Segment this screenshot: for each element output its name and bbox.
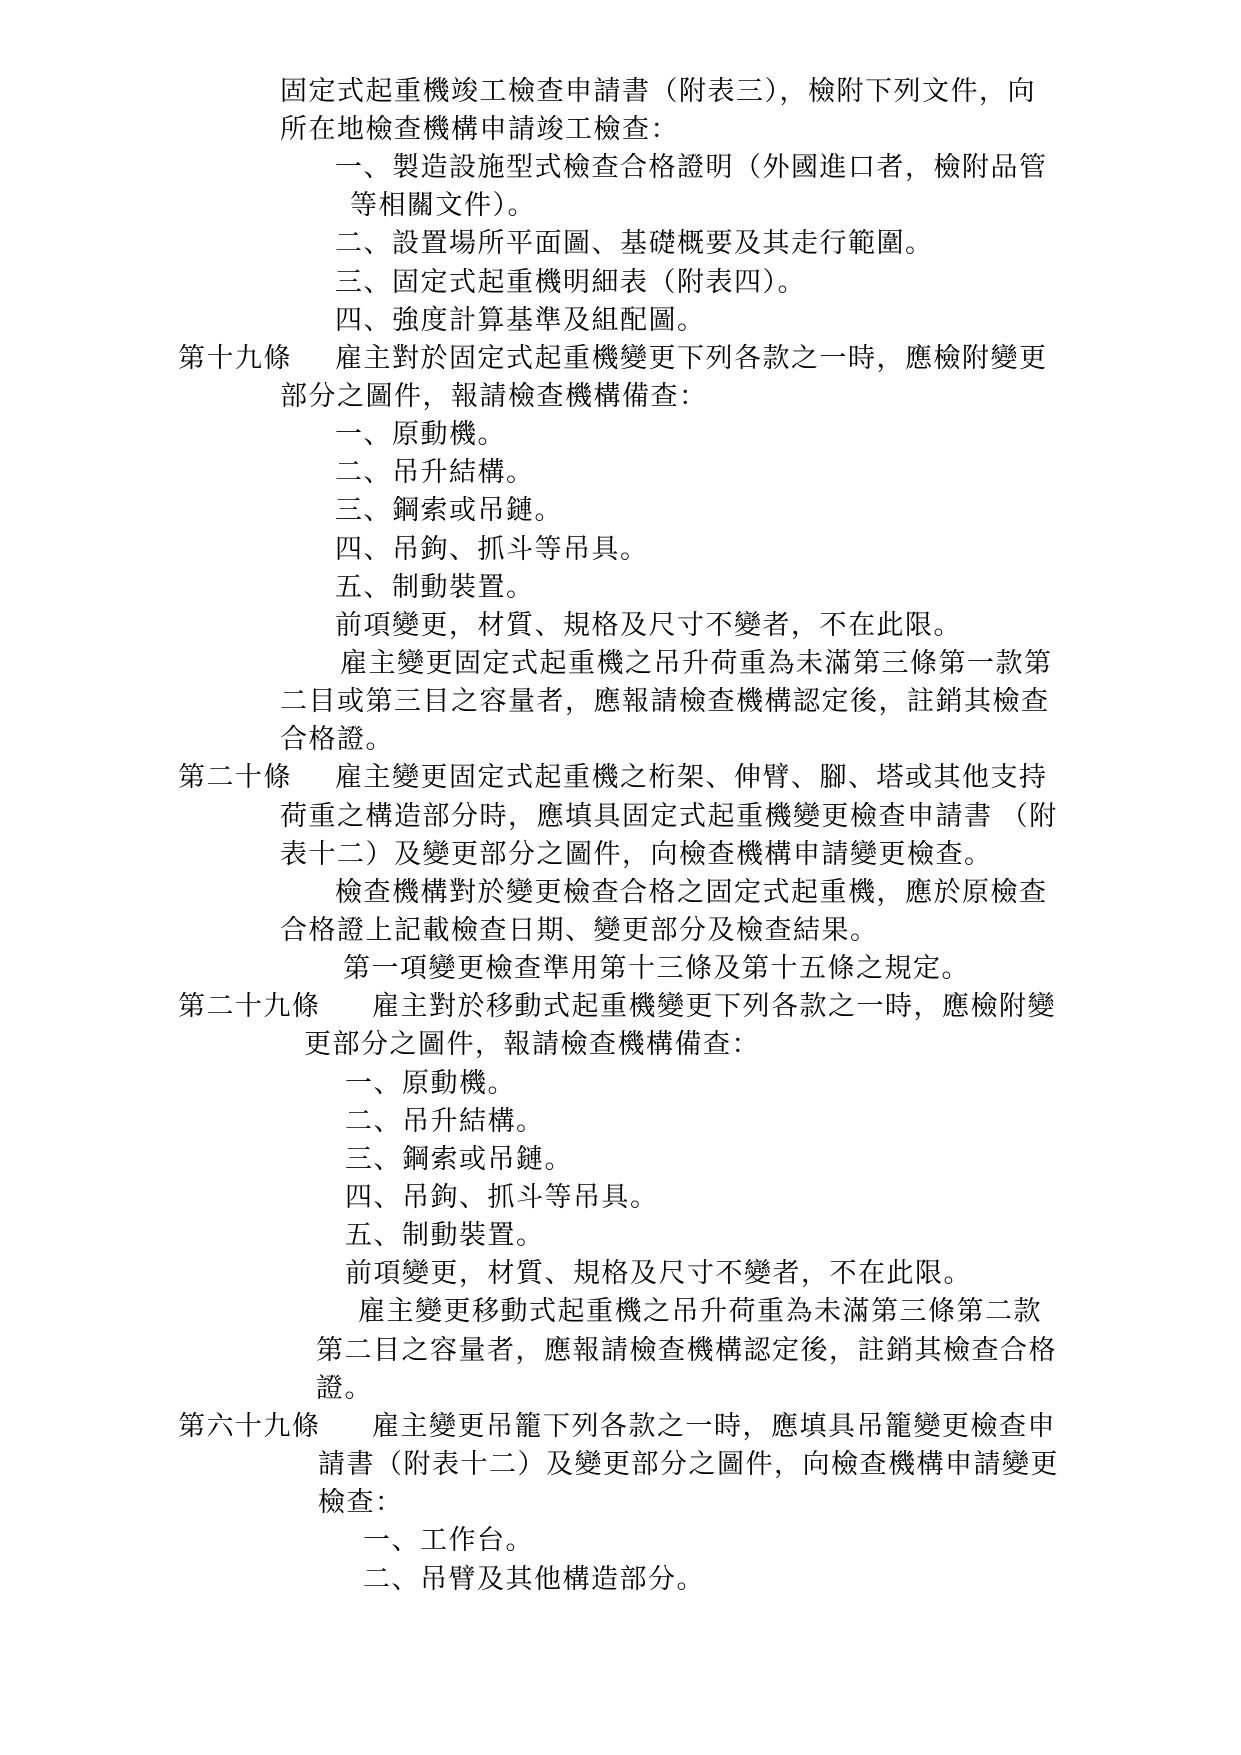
document-line: 所在地檢查機構申請竣工檢查： [280,114,679,144]
document-line: 雇主變更移動式起重機之吊升荷重為未滿第三條第二款 [358,1296,1042,1326]
document-line: 雇主變更吊籠下列各款之一時，應填具吊籠變更檢查申 [372,1411,1056,1441]
document-line: 三、固定式起重機明細表（附表四）。 [335,267,806,297]
article-number: 第六十九條 [178,1411,321,1441]
document-line: 雇主變更固定式起重機之吊升荷重為未滿第三條第一款第 [340,648,1053,678]
document-line: 第二目之容量者，應報請檢查機構認定後，註銷其檢查合格 [316,1335,1057,1365]
document-line: 固定式起重機竣工檢查申請書（附表三），檢附下列文件，向 [280,76,1036,106]
article-number: 第十九條 [178,343,292,373]
document-line: 二、設置場所平面圖、基礎概要及其走行範圍。 [335,228,934,258]
document-line: 一、原動機。 [345,1068,516,1098]
document-line: 一、工作台。 [363,1525,534,1555]
document-line: 四、吊鉤、抓斗等吊具。 [345,1182,659,1212]
document-line: 檢查機構對於變更檢查合格之固定式起重機，應於原檢查 [335,877,1048,907]
document-line: 三、鋼索或吊鏈。 [345,1144,573,1174]
document-line: 表十二）及變更部分之圖件，向檢查機構申請變更檢查。 [280,839,993,869]
document-line: 更部分之圖件，報請檢查機構備查： [304,1029,760,1059]
document-line: 雇主對於固定式起重機變更下列各款之一時，應檢附變更 [335,343,1048,373]
document-line: 三、鋼索或吊鏈。 [335,495,563,525]
document-line: 檢查： [318,1487,404,1517]
document-line: 前項變更，材質、規格及尺寸不變者，不在此限。 [335,610,962,640]
document-line: 合格證。 [280,724,394,754]
document-line: 二、吊臂及其他構造部分。 [363,1564,705,1594]
document-line: 部分之圖件，報請檢查機構備查： [280,381,708,411]
document-line: 一、製造設施型式檢查合格證明（外國進口者，檢附品管 [335,152,1048,182]
document-line: 荷重之構造部分時，應填具固定式起重機變更檢查申請書 （附 [280,801,1058,831]
document-line: 四、吊鉤、抓斗等吊具。 [335,534,649,564]
document-line: 二、吊升結構。 [335,457,535,487]
document-line: 雇主變更固定式起重機之桁架、伸臂、腳、塔或其他支持 [335,762,1048,792]
document-line: 前項變更，材質、規格及尺寸不變者，不在此限。 [345,1258,972,1288]
document-line: 五、制動裝置。 [345,1220,545,1250]
document-line: 二、吊升結構。 [345,1106,545,1136]
document-line: 四、強度計算基準及組配圖。 [335,305,706,335]
document-line: 合格證上記載檢查日期、變更部分及檢查結果。 [280,915,879,945]
article-number: 第二十條 [178,762,292,792]
document-line: 證。 [316,1373,373,1403]
document-line: 雇主對於移動式起重機變更下列各款之一時，應檢附變 [372,991,1056,1021]
document-line: 第一項變更檢查準用第十三條及第十五條之規定。 [343,953,970,983]
document-line: 等相關文件）。 [350,190,536,220]
document-line: 請書（附表十二）及變更部分之圖件，向檢查機構申請變更 [318,1449,1059,1479]
article-number: 第二十九條 [178,991,321,1021]
document-line: 二目或第三目之容量者，應報請檢查機構認定後，註銷其檢查 [280,686,1050,716]
document-line: 一、原動機。 [335,419,506,449]
document-line: 五、制動裝置。 [335,572,535,602]
